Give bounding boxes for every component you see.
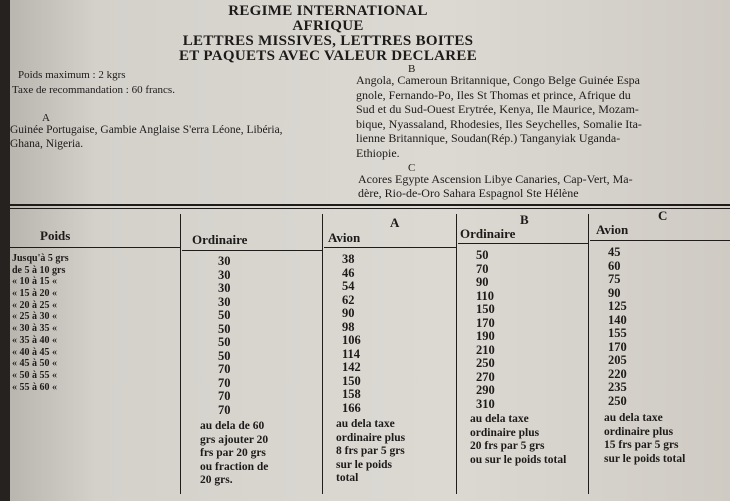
poids-cell: « 40 à 45 «: [12, 346, 57, 358]
ordinaire-a-cell: 30: [218, 254, 231, 268]
avion-c-cell: 90: [608, 285, 621, 300]
zone-b-line: Sud et du Sud-Ouest Erytrée, Kenya, Ile Maurice, Mozam-: [356, 102, 639, 116]
header-avion-a: Avion: [328, 230, 361, 245]
ordinaire-a-cell: 50: [218, 335, 231, 349]
ordinaire-b-note: [470, 413, 566, 467]
avion-a-cell: 166: [342, 400, 361, 415]
avion-c-cell: 170: [608, 339, 627, 354]
avion-a-cell: 158: [342, 387, 361, 401]
title-line-4: ET PAQUETS AVEC VALEUR DECLAREE: [179, 48, 477, 64]
avion-a-cell: 62: [342, 292, 355, 307]
header-ordinaire-a: Ordinaire: [192, 232, 248, 247]
avion-a-cell: 90: [342, 306, 355, 320]
header-group-c: C: [658, 208, 668, 223]
ordinaire-b-cell: 110: [476, 288, 495, 303]
avion-a-note: [336, 418, 405, 486]
ordinaire-a-column: [218, 255, 231, 417]
avion-c-cell: 205: [608, 353, 627, 367]
note-line: au dela taxe: [470, 413, 529, 425]
document-page: [10, 0, 730, 501]
zone-b-line: bique, Nyassaland, Rhodesies, Iles Seychelles, Somalie Ita-: [356, 116, 642, 131]
ordinaire-b-cell: 50: [476, 248, 489, 262]
avion-a-column: [342, 253, 361, 415]
note-line: 8 frs par 5 grs: [336, 445, 405, 457]
ordinaire-b-cell: 190: [476, 329, 495, 343]
poids-cell: « 25 à 30 «: [12, 311, 57, 323]
header-underline: [324, 247, 456, 248]
zone-b-line: Angola, Cameroun Britannique, Congo Belge Guinée Espa: [356, 73, 640, 87]
page-shadow: [0, 0, 10, 501]
column-divider: [180, 214, 181, 494]
ordinaire-b-cell: 210: [476, 342, 495, 357]
note-line: ordinaire plus: [336, 431, 406, 444]
poids-cell: Jusqu'à 5 grs: [12, 253, 69, 264]
title-line-2: AFRIQUE: [292, 18, 364, 34]
note-line: sur le poids total: [604, 452, 686, 465]
ordinaire-b-cell: 290: [476, 383, 495, 397]
ordinaire-a-cell: 50: [218, 308, 231, 322]
header-underline: [590, 240, 730, 241]
ordinaire-b-cell: 70: [476, 261, 489, 276]
poids-cell: « 55 à 60 «: [12, 381, 57, 393]
table-top-rule-thin: [10, 208, 730, 209]
ordinaire-a-cell: 30: [218, 267, 231, 282]
table-top-rule: [10, 204, 730, 206]
note-line: grs ajouter 20: [200, 433, 269, 446]
note-line: 20 frs par 5 grs: [470, 440, 545, 452]
ordinaire-b-column: [476, 249, 495, 411]
avion-c-cell: 45: [608, 245, 621, 259]
title-line-1: REGIME INTERNATIONAL: [228, 3, 428, 19]
header-poids: Poids: [40, 228, 71, 243]
ordinaire-b-cell: 170: [476, 315, 495, 330]
poids-cell: « 20 à 25 «: [12, 299, 57, 311]
avion-a-cell: 46: [342, 265, 355, 280]
zone-a-line-2: Ghana, Nigeria.: [10, 138, 84, 150]
poids-cell: « 50 à 55 «: [12, 369, 57, 381]
header-underline: [458, 243, 588, 244]
avion-a-cell: 98: [342, 319, 355, 334]
ordinaire-b-cell: 310: [476, 396, 495, 411]
poids-column: [12, 253, 69, 393]
avion-a-cell: 38: [342, 252, 355, 266]
ordinaire-a-cell: 50: [218, 348, 231, 363]
note-line: 20 grs.: [200, 474, 233, 486]
zone-a-label: A: [42, 112, 50, 124]
header-group-a: A: [390, 215, 400, 230]
ordinaire-a-cell: 50: [218, 321, 231, 336]
zone-b-line: Ethiopie.: [356, 145, 400, 160]
zone-c-label: C: [408, 162, 416, 174]
ordinaire-a-cell: 70: [218, 362, 231, 376]
header-underline: [182, 250, 322, 251]
avion-a-cell: 54: [342, 279, 355, 293]
ordinaire-a-note: [200, 420, 268, 488]
zone-c-text: [358, 172, 633, 200]
poids-cell: « 45 à 50 «: [12, 358, 57, 370]
avion-c-cell: 125: [608, 299, 627, 313]
note-line: frs par 20 grs: [200, 447, 266, 459]
avion-c-cell: 155: [608, 326, 627, 340]
note-line: sur le poids: [336, 458, 393, 471]
poids-maximum: Poids maximum : 2 kgrs: [18, 69, 126, 81]
avion-c-note: [604, 412, 685, 466]
avion-a-cell: 114: [342, 346, 361, 361]
zone-a-line-1: Guinée Portugaise, Gambie Anglaise S'erra Léone, Libéria,: [10, 124, 283, 136]
poids-cell: « 35 à 40 «: [12, 334, 57, 346]
header-ordinaire-b: Ordinaire: [460, 226, 516, 241]
note-line: ou fraction de: [200, 460, 269, 473]
avion-c-cell: 250: [608, 393, 627, 408]
note-line: total: [336, 472, 359, 484]
avion-c-cell: 75: [608, 272, 621, 286]
header-group-b: B: [520, 212, 529, 227]
column-divider: [456, 214, 457, 494]
avion-a-cell: 106: [342, 333, 361, 347]
note-line: ordinaire plus: [470, 426, 540, 439]
ordinaire-b-cell: 90: [476, 275, 489, 289]
column-divider: [588, 214, 589, 494]
note-line: au dela de 60: [200, 420, 265, 432]
ordinaire-a-cell: 70: [218, 389, 231, 403]
zone-b-line: lienne Britannique, Soudan(Rép.) Tanganyiak Uganda-: [356, 131, 621, 145]
zone-b-line: gnole, Fernando-Po, Iles St Thomas et prince, Afrique du: [356, 87, 631, 102]
avion-c-column: [608, 246, 627, 408]
column-divider: [322, 214, 323, 494]
ordinaire-b-cell: 270: [476, 369, 495, 384]
zone-c-line: dère, Rio-de-Oro Sahara Espagnol Ste Hélène: [358, 186, 579, 200]
poids-cell: « 15 à 20 «: [12, 288, 57, 300]
ordinaire-b-cell: 250: [476, 356, 495, 370]
zone-b-text: [356, 73, 642, 160]
ordinaire-b-cell: 150: [476, 302, 495, 316]
note-line: 15 frs par 5 grs: [604, 439, 679, 451]
ordinaire-a-cell: 70: [218, 402, 231, 417]
ordinaire-a-cell: 70: [218, 375, 231, 390]
note-line: ou sur le poids total: [470, 453, 567, 466]
title-line-3: LETTRES MISSIVES, LETTRES BOITES: [182, 33, 474, 49]
ordinaire-a-cell: 30: [218, 281, 231, 295]
note-line: ordinaire plus: [604, 425, 674, 438]
zone-c-line: Acores Egypte Ascension Libye Canaries, Cap-Vert, Ma-: [358, 172, 633, 186]
avion-c-cell: 140: [608, 312, 627, 327]
avion-c-cell: 220: [608, 366, 627, 381]
note-line: au dela taxe: [336, 418, 395, 430]
ordinaire-a-cell: 30: [218, 294, 231, 309]
note-line: au dela taxe: [604, 412, 663, 424]
avion-a-cell: 142: [342, 360, 361, 374]
poids-cell: de 5 à 10 grs: [12, 264, 66, 276]
avion-c-cell: 235: [608, 380, 627, 394]
header-avion-c: Avion: [596, 222, 629, 237]
zone-b-label: B: [408, 63, 416, 75]
poids-cell: « 30 à 35 «: [12, 323, 57, 335]
avion-a-cell: 150: [342, 373, 361, 388]
poids-cell: « 10 à 15 «: [12, 276, 57, 288]
header-underline: [10, 247, 180, 248]
avion-c-cell: 60: [608, 258, 621, 273]
taxe-recommandation: Taxe de recommandation : 60 francs.: [12, 84, 175, 96]
